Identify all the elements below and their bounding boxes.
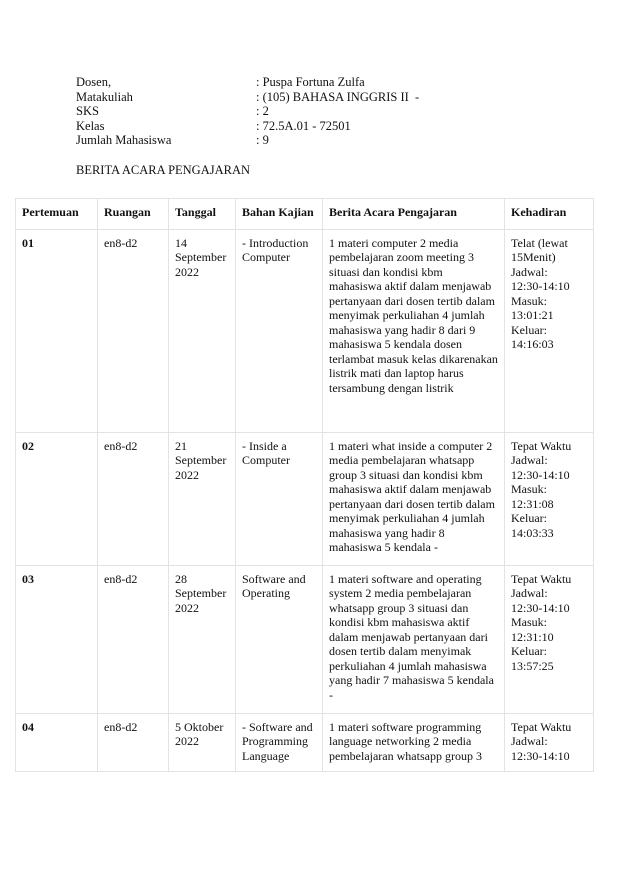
info-value: : 72.5A.01 - 72501 [256,118,351,133]
info-label: Kelas [76,118,105,133]
info-row-dosen [76,75,419,90]
info-row-jumlah-mahasiswa [76,133,419,148]
info-row-kelas [76,119,419,134]
kehadiran-line: Masuk: [511,482,547,496]
cell-tanggal: 28 September 2022 [169,565,236,713]
kehadiran-line: 13:57:25 [511,658,554,673]
header-kehadiran: Kehadiran [505,199,594,230]
kehadiran-line: Jadwal: [511,264,548,279]
info-value: : (105) BAHASA INGGRIS II - [256,89,420,104]
kehadiran-line: 12:30-14:10 [511,279,570,293]
cell-bahan-kajian: - Inside a Computer [236,432,323,565]
cell-pertemuan: 03 [16,565,98,713]
cell-kehadiran [505,565,594,713]
cell-bahan-kajian: - Software and Programming Language [236,713,323,771]
kehadiran-line: Jadwal: [511,453,548,467]
kehadiran-line: Telat (lewat 15Menit) [511,235,568,264]
kehadiran-line: 12:31:10 [511,629,554,644]
header-ruangan: Ruangan [98,199,169,230]
cell-berita-acara: 1 materi what inside a computer 2 media pembelajaran whatsapp group 3 situasi dan kondisi kbm mahasiswa aktif dalam menjawab pertanyaan dari dosen tertib dalam menyimak perkuliahan 4 jumlah mahasiswa yang hadir 8 mahasiswa 5 kendala - [323,432,505,565]
cell-ruangan: en8-d2 [98,565,169,713]
kehadiran-line: Masuk: [511,293,547,308]
info-value: : 9 [256,133,269,148]
header-pertemuan: Pertemuan [16,199,98,230]
kehadiran-line: Jadwal: [511,734,548,748]
kehadiran-line: Tepat Waktu [511,438,572,453]
cell-berita-acara: 1 materi computer 2 media pembelajaran zoom meeting 3 situasi dan kondisi kbm mahasiswa aktif dalam menjawab pertanyaan dari dosen tertib dalam menyimak perkuliahan 4 jumlah mahasiswa yang hadir 8 dari 9 mahasiswa 5 kendala dosen terlambat masuk kelas dikarenakan listrik mati dan laptop harus tersambung dengan listrik [323,229,505,432]
kehadiran-line: 12:30-14:10 [511,748,570,763]
cell-berita-acara: 1 materi software programming language networking 2 media pembelajaran whatsapp group 3 [323,713,505,771]
cell-pertemuan: 02 [16,432,98,565]
cell-pertemuan: 01 [16,229,98,432]
info-row-sks [76,104,419,119]
cell-ruangan: en8-d2 [98,432,169,565]
header-berita-acara: Berita Acara Pengajaran [323,199,505,230]
document-title: BERITA ACARA PENGAJARAN [76,163,251,177]
table-row [16,432,594,565]
info-label: Dosen, [76,75,112,89]
kehadiran-line: 14:03:33 [511,525,554,540]
table-row [16,229,594,432]
info-label: Matakuliah [76,89,133,104]
kehadiran-line: Keluar: [511,644,547,658]
info-value: : 2 [256,104,269,119]
header-bahan-kajian: Bahan Kajian [236,199,323,230]
info-row-matakuliah [76,90,419,105]
kehadiran-line: 12:30-14:10 [511,600,570,615]
info-value: : Puspa Fortuna Zulfa [256,75,365,89]
cell-ruangan: en8-d2 [98,229,169,432]
kehadiran-line: Keluar: [511,322,547,337]
kehadiran-line: Masuk: [511,615,547,629]
info-label: SKS [76,104,99,119]
course-info [76,75,419,148]
cell-kehadiran [505,713,594,771]
kehadiran-line: 12:31:08 [511,496,554,511]
table-header-row [16,199,594,230]
info-label: Jumlah Mahasiswa [76,133,172,148]
kehadiran-line: Tepat Waktu [511,719,572,734]
cell-bahan-kajian: - Introduction Computer [236,229,323,432]
kehadiran-line: 13:01:21 [511,308,554,322]
cell-berita-acara: 1 materi software and operating system 2 media pembelajaran whatsapp group 3 situasi dan kondisi kbm mahasiswa aktif dalam menjawab pertanyaan dari dosen tertib dalam menyimak perkuliahan 4 jumlah mahasiswa yang hadir 7 mahasiswa 5 kendala - [323,565,505,713]
cell-tanggal: 21 September 2022 [169,432,236,565]
cell-ruangan: en8-d2 [98,713,169,771]
kehadiran-line: 14:16:03 [511,337,554,351]
cell-pertemuan: 04 [16,713,98,771]
kehadiran-line: Tepat Waktu [511,571,572,586]
kehadiran-line: Jadwal: [511,586,548,600]
table-row [16,565,594,713]
cell-kehadiran [505,229,594,432]
kehadiran-line: 12:30-14:10 [511,467,570,482]
kehadiran-line: Keluar: [511,511,547,525]
cell-bahan-kajian: Software and Operating [236,565,323,713]
berita-acara-table [15,198,594,772]
table-row [16,713,594,771]
cell-tanggal: 5 Oktober 2022 [169,713,236,771]
cell-tanggal: 14 September 2022 [169,229,236,432]
header-tanggal: Tanggal [169,199,236,230]
cell-kehadiran [505,432,594,565]
